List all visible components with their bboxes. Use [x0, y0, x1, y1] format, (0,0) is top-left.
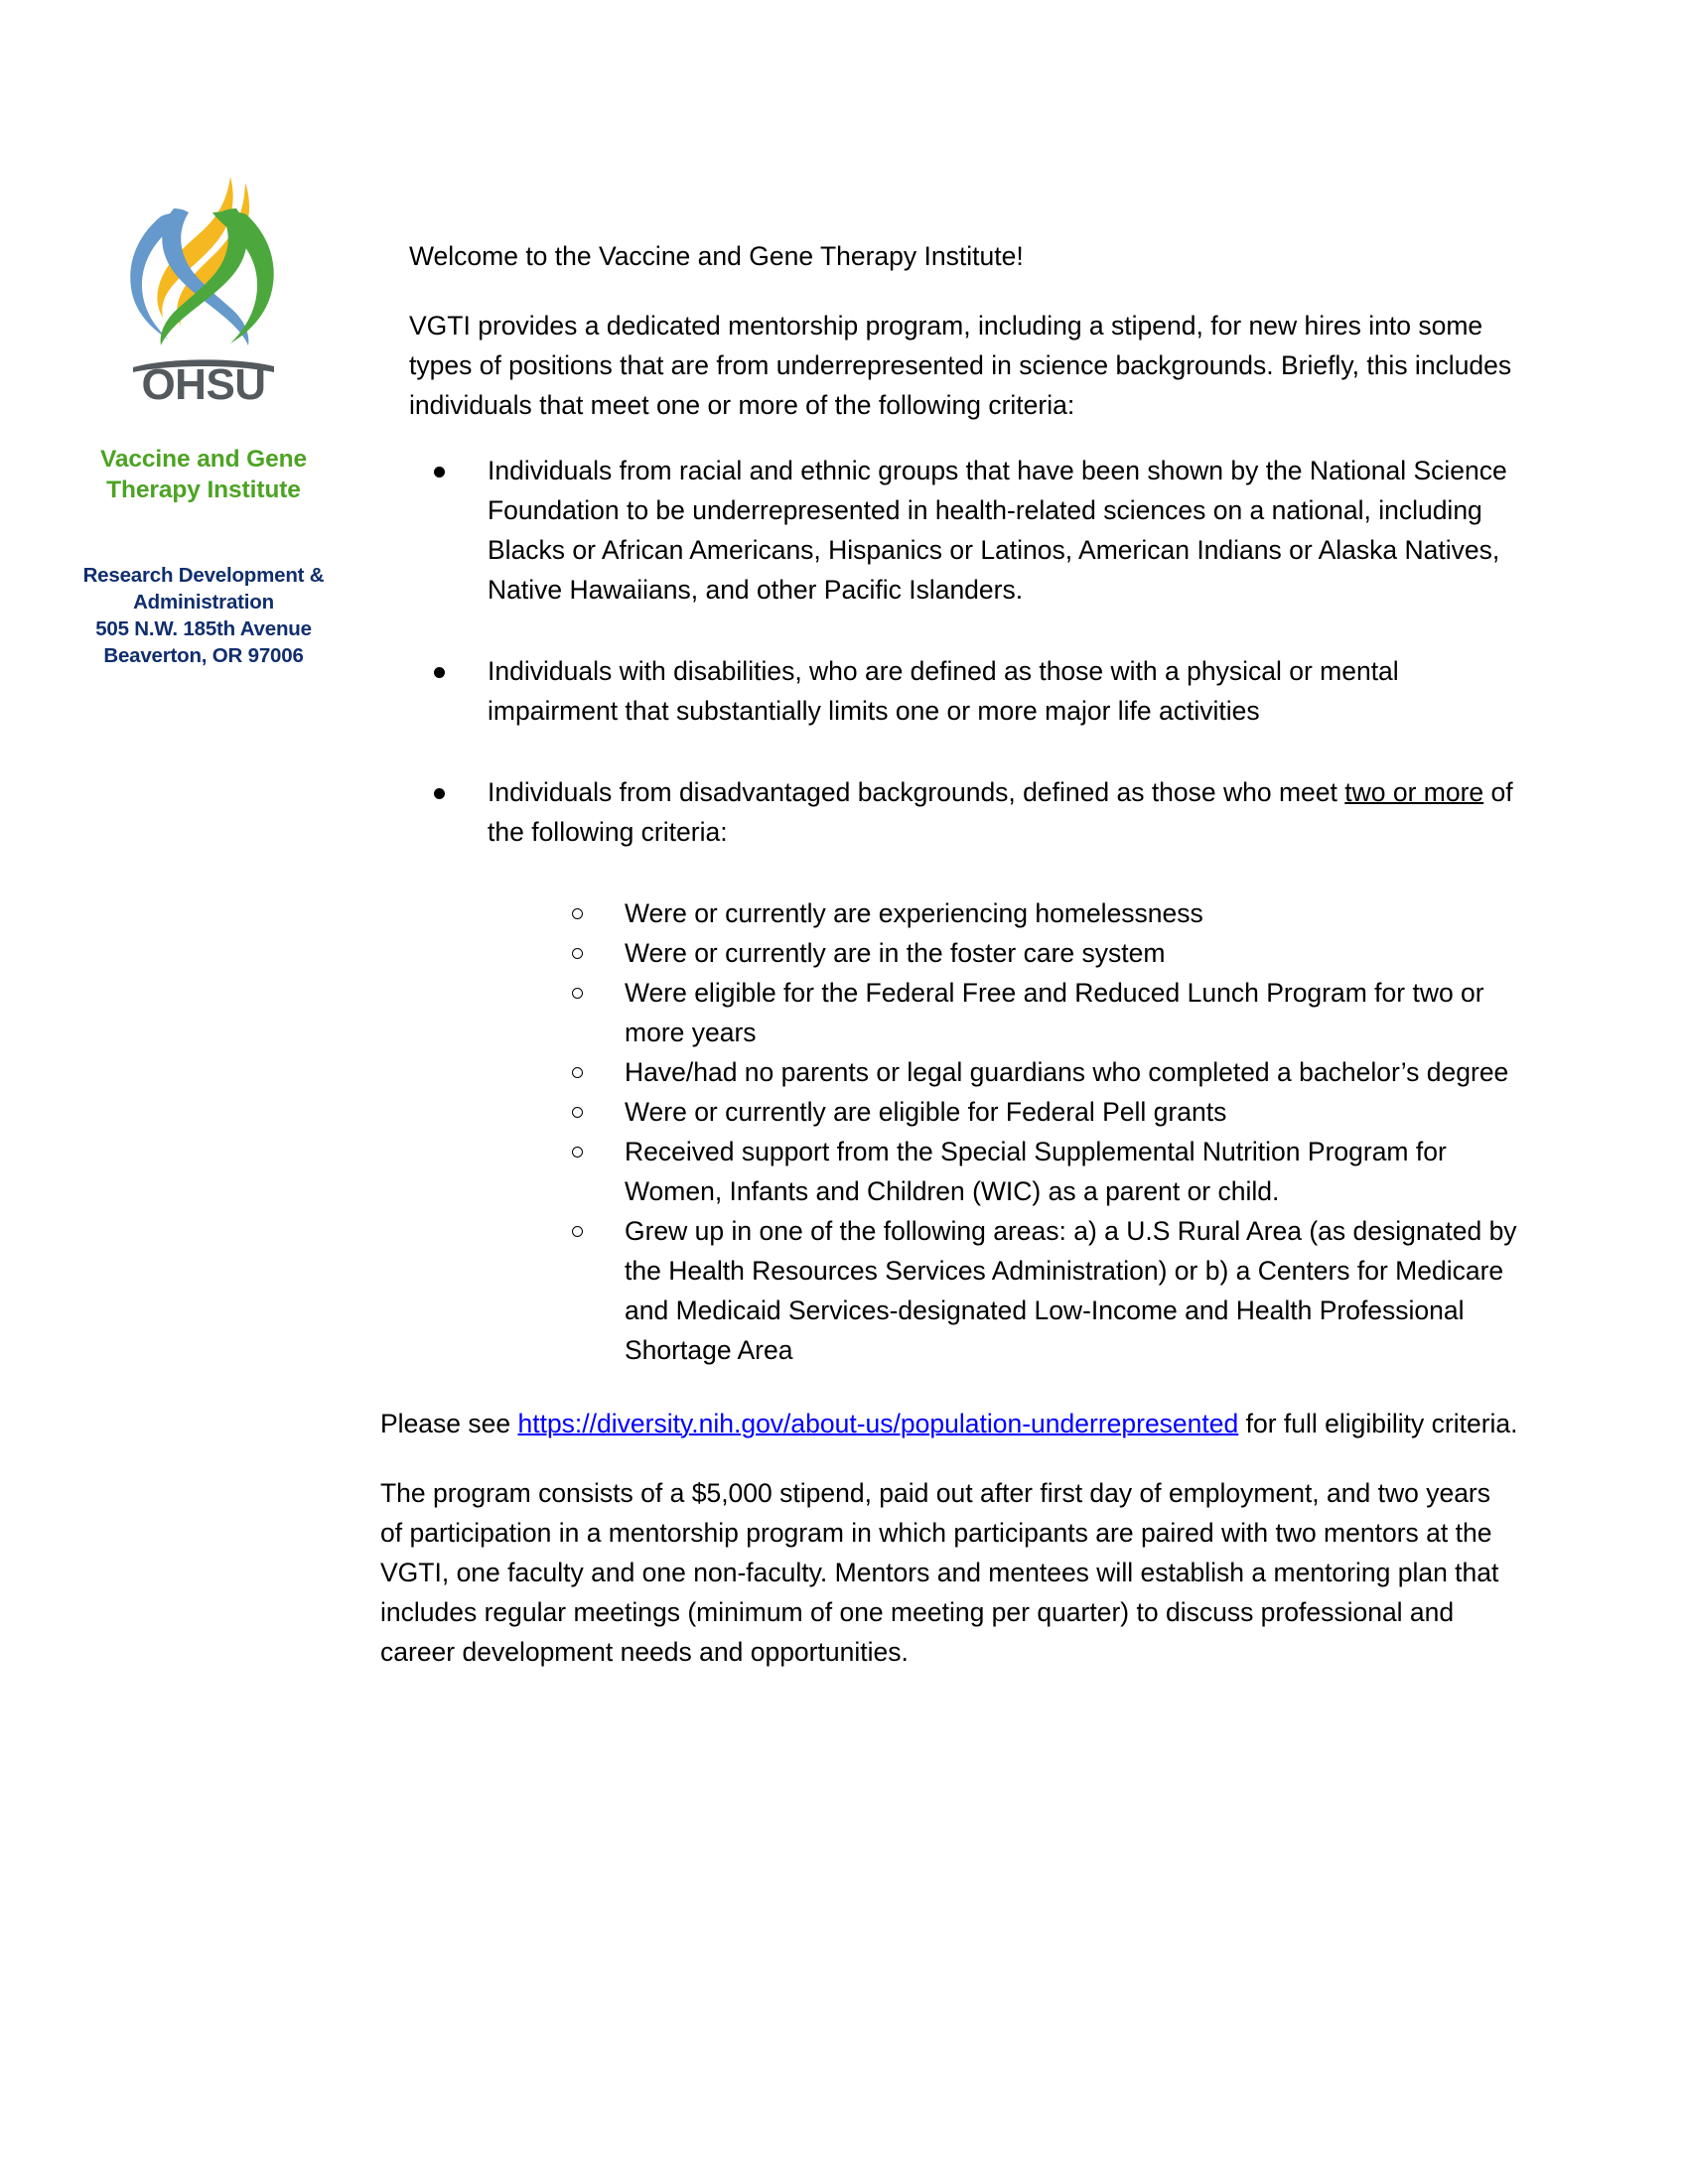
- criteria-item: [426, 651, 1518, 731]
- subcriteria-item-text: Were or currently are experiencing homelessness: [625, 898, 1203, 928]
- eligibility-paragraph: [380, 1404, 1518, 1443]
- bullet-disc-icon: [434, 667, 445, 678]
- bullet-circle-icon: [572, 908, 583, 919]
- criteria-item-disadvantaged: [426, 772, 1518, 1370]
- address-line-4: Beaverton, OR 97006: [103, 644, 304, 668]
- disadvantaged-intro-underlined: two or more: [1344, 777, 1484, 807]
- eligibility-before-link: Please see: [380, 1409, 518, 1438]
- subcriteria-item: [562, 1092, 1518, 1132]
- subcriteria-item-text: Received support from the Special Supplemental Nutrition Program for Women, Infants and Children (WIC) as a parent or child.: [625, 1137, 1447, 1206]
- bullet-disc-icon: [434, 467, 445, 478]
- subcriteria-item: [562, 933, 1518, 973]
- disadvantaged-intro-after: of the following criteria:: [488, 777, 1513, 847]
- subcriteria-item: [562, 1132, 1518, 1211]
- institute-name-line2: Therapy Institute: [106, 476, 301, 503]
- subcriteria-item-text: Were or currently are eligible for Federal Pell grants: [625, 1097, 1227, 1127]
- eligibility-after-link: for full eligibility criteria.: [1238, 1409, 1518, 1438]
- ohsu-wordmark: [119, 351, 288, 403]
- subcriteria-item: [562, 1211, 1518, 1370]
- bullet-disc-icon: [434, 788, 445, 799]
- bullet-circle-icon: [572, 1067, 583, 1078]
- svg-text:OHSU: OHSU: [141, 360, 266, 403]
- criteria-item-text: Individuals with disabilities, who are defined as those with a physical or mental impairment that substantially limits one or more major life activities: [488, 656, 1399, 726]
- address-line-2: Administration: [133, 590, 274, 614]
- subcriteria-item-text: Grew up in one of the following areas: a) a U.S Rural Area (as designated by the Health Resources Services Administration) or b) a Centers for Medicare and Medicaid Services-designated Low-Income and Health Professional Shortage Area: [625, 1216, 1517, 1365]
- subcriteria-item: [562, 973, 1518, 1052]
- institute-name-line1: Vaccine and Gene: [99, 446, 308, 473]
- institute-name: [60, 445, 348, 506]
- bullet-circle-icon: [572, 988, 583, 999]
- disadvantaged-intro-before: Individuals from disadvantaged backgrounds, defined as those who meet: [488, 777, 1345, 807]
- criteria-list: [380, 451, 1518, 1370]
- program-details-paragraph: The program consists of a $5,000 stipend, paid out after first day of employment, and two years of participation in a mentorship program in which participants are paired with two mentors at the VGTI, one faculty and one non-faculty. Mentors and mentees will establish a mentoring plan that includes regular meetings (minimum of one meeting per quarter) to discuss professional and career development needs and opportunities.: [380, 1478, 1499, 1667]
- subcriteria-item: [562, 1052, 1518, 1092]
- subcriteria-item-text: Were or currently are in the foster care system: [625, 938, 1166, 968]
- address-line-3: 505 N.W. 185th Avenue: [95, 617, 312, 641]
- subcriteria-item-text: Were eligible for the Federal Free and Reduced Lunch Program for two or more years: [625, 978, 1484, 1047]
- subcriteria-list: [488, 893, 1518, 1370]
- bullet-circle-icon: [572, 948, 583, 959]
- bullet-circle-icon: [572, 1107, 583, 1118]
- diversity-nih-link[interactable]: https://diversity.nih.gov/about-us/population-underrepresented: [517, 1409, 1239, 1438]
- letterhead: [60, 169, 348, 670]
- greeting-paragraph: Welcome to the Vaccine and Gene Therapy Institute!: [409, 241, 1024, 271]
- subcriteria-item-text: Have/had no parents or legal guardians who completed a bachelor’s degree: [625, 1057, 1509, 1087]
- subcriteria-item: [562, 893, 1518, 933]
- ohsu-flame-helix-logo-icon: [119, 169, 288, 349]
- address-block: [60, 562, 348, 670]
- address-line-1: Research Development &: [82, 563, 325, 587]
- letter-body: [380, 236, 1518, 1702]
- criteria-item: [426, 451, 1518, 610]
- bullet-circle-icon: [572, 1226, 583, 1237]
- criteria-item-text: Individuals from racial and ethnic groups that have been shown by the National Science Foundation to be underrepresented in health-related sciences on a national, including Blacks or African Americans, Hispanics or Latinos, American Indians or Alaska Natives, Native Hawaiians, and other Pacific Islanders.: [488, 456, 1507, 605]
- bullet-circle-icon: [572, 1147, 583, 1158]
- intro-paragraph: VGTI provides a dedicated mentorship program, including a stipend, for new hires into some types of positions that are from underrepresented in science backgrounds. Briefly, this includes individuals that meet one or more of the following criteria:: [409, 311, 1512, 420]
